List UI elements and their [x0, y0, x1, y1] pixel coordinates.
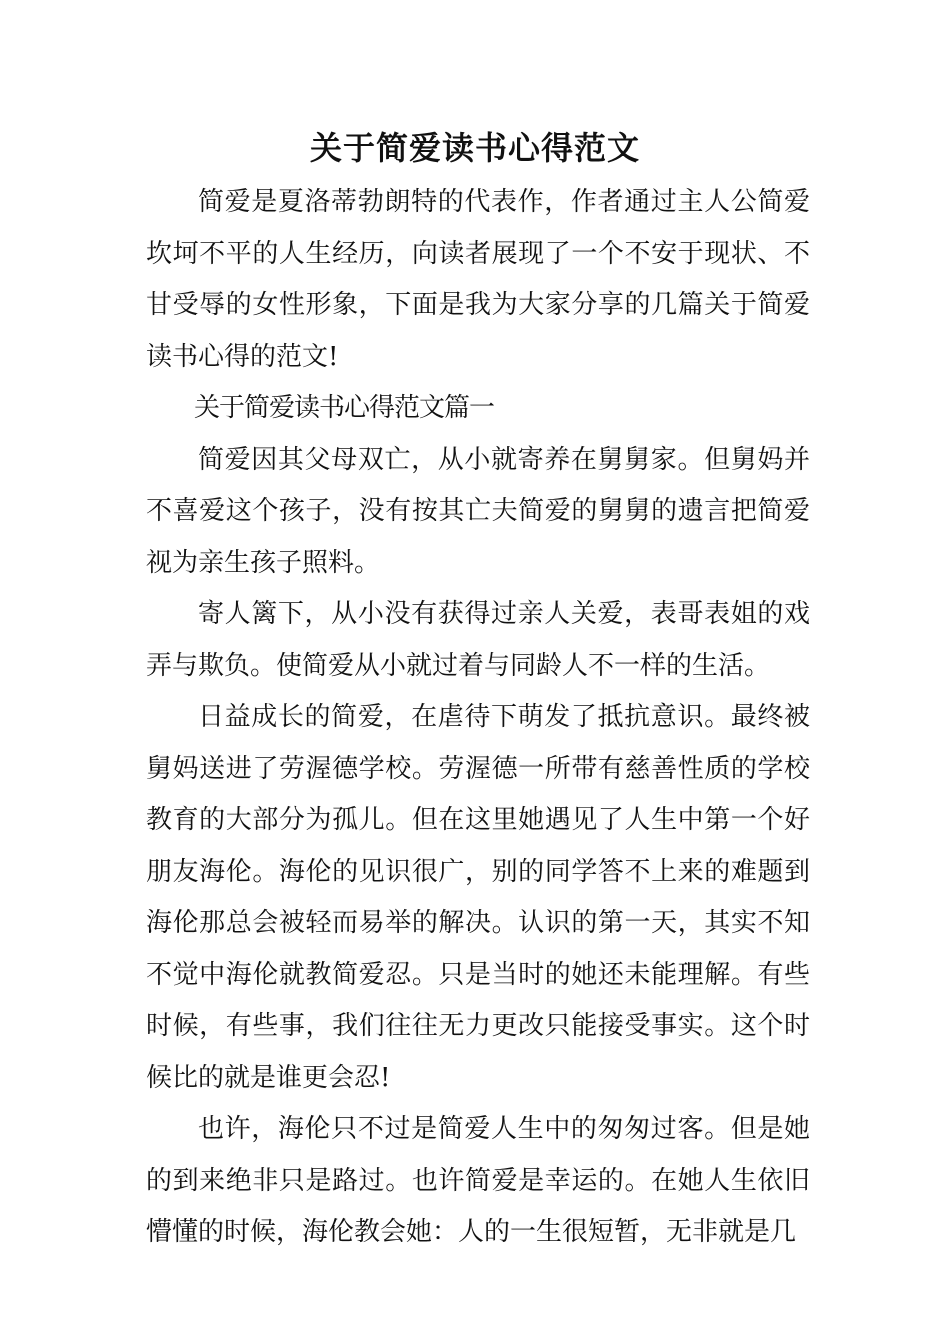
paragraph-1: 简爱因其父母双亡，从小就寄养在舅舅家。但舅妈并不喜爱这个孩子，没有按其亡夫简爱的舅舅的遗言把简爱视为亲生孩子照料。	[146, 444, 810, 578]
section-heading: 关于简爱读书心得范文篇一	[194, 393, 495, 423]
document-title: 关于简爱读书心得范文	[309, 129, 640, 167]
paragraph-intro: 简爱是夏洛蒂勃朗特的代表作，作者通过主人公简爱坎坷不平的人生经历，向读者展现了一个不安于现状、不甘受辱的女性形象，下面是我为大家分享的几篇关于简爱读书心得的范文!	[146, 187, 810, 372]
paragraph-3: 日益成长的简爱，在虐待下萌发了抵抗意识。最终被舅妈送进了劳渥德学校。劳渥德一所带有慈善性质的学校教育的大部分为孤儿。但在这里她遇见了人生中第一个好朋友海伦。海伦的见识很广，别的同学答不上来的难题到海伦那总会被轻而易举的解决。认识的第一天，其实不知不觉中海伦就教简爱忍。只是当时的她还未能理解。有些时候，有些事，我们往往无力更改只能接受事实。这个时候比的就是谁更会忍!	[146, 702, 810, 1093]
paragraph-2: 寄人篱下，从小没有获得过亲人关爱，表哥表姐的戏弄与欺负。使简爱从小就过着与同龄人不一样的生活。	[146, 599, 810, 681]
document-body	[146, 177, 810, 1259]
paragraph-4: 也许，海伦只不过是简爱人生中的匆匆过客。但是她的到来绝非只是路过。也许简爱是幸运的。在她人生依旧懵懂的时候，海伦教会她：人的一生很短暂，无非就是几	[146, 1114, 810, 1247]
